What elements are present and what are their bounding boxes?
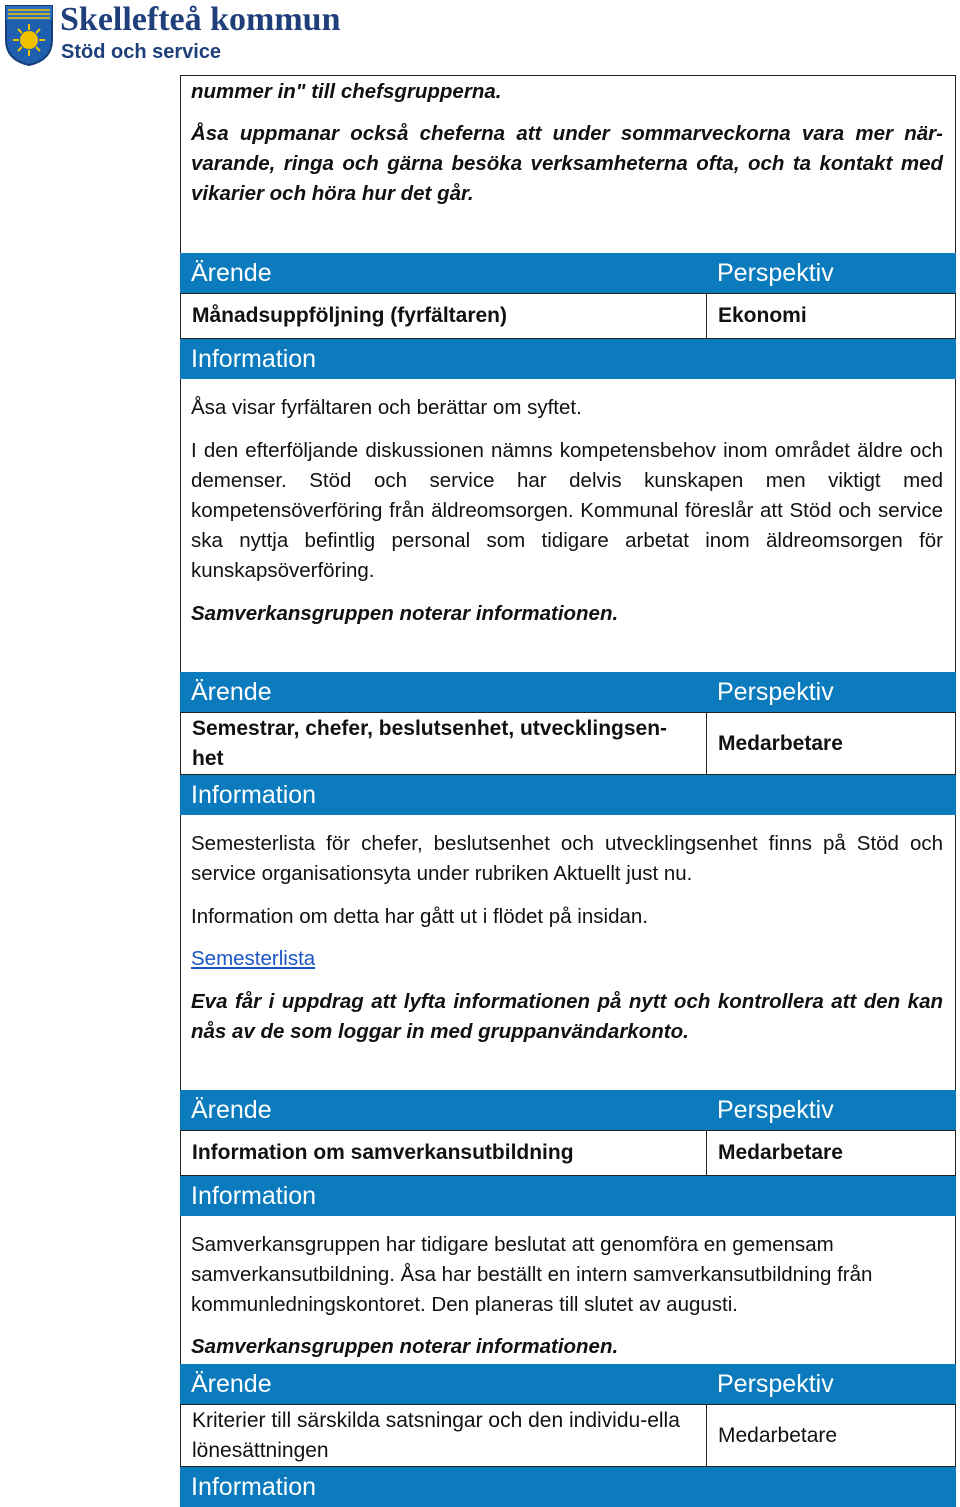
- intro-paragraph: Åsa uppmanar också cheferna att under sommarveckorna vara mer när-varande, ringa och gärna besöka verksamheterna ofta, och ta kontakt med vikarier och höra hur det går.: [191, 122, 943, 205]
- perspektiv-value: [706, 1404, 956, 1467]
- organization-subtitle: Stöd och service: [61, 41, 222, 63]
- information-header: Information: [180, 339, 956, 379]
- arende-value: [180, 293, 707, 339]
- perspektiv-header: Perspektiv: [706, 672, 956, 712]
- arende-header: Ärende: [180, 253, 706, 293]
- organization-title: Skellefteå kommun: [60, 1, 341, 38]
- information-header: Information: [180, 775, 956, 815]
- perspektiv-text: Medarbetare: [718, 1141, 843, 1164]
- arende-text: Information om samverkansutbildning: [192, 1141, 574, 1164]
- item-note: Samverkansgruppen noterar informationen.: [191, 1335, 619, 1358]
- perspektiv-value: [706, 1130, 956, 1176]
- perspektiv-text: Medarbetare: [718, 731, 843, 755]
- arende-text: Månadsuppföljning (fyrfältaren): [192, 304, 507, 327]
- arende-value: [180, 712, 707, 775]
- item-link-row: [191, 944, 943, 974]
- arende-text: Semestrar, chefer, beslutsenhet, utvecklingsen-het: [192, 717, 668, 770]
- perspektiv-header: Perspektiv: [706, 253, 956, 293]
- perspektiv-header: Perspektiv: [706, 1090, 956, 1130]
- perspektiv-text: Medarbetare: [718, 1423, 838, 1447]
- item-paragraph: Samverkansgruppen har tidigare beslutat att genomföra en gemensam samverkansutbildning. Åsa har beställt en intern samverkansutbildning från kommunledningskontoret. Den planeras till slutet av augusti.: [191, 1233, 873, 1316]
- item-paragraph: Åsa visar fyrfältaren och berättar om syftet.: [191, 396, 582, 419]
- information-header: Information: [180, 1467, 956, 1507]
- arende-header: Ärende: [180, 1364, 706, 1404]
- item-paragraph: I den efterföljande diskussionen nämns kompetensbehov inom området äldre och demenser. Stöd och service har delvis kunskapen men viktigt med kompetensöverföring från äldreomsorgen. Kommunal föreslår att Stöd och service ska nyttja befintlig personal som tidigare arbetat inom äldreomsorgen för kunskapsöverföring.: [191, 439, 943, 582]
- item-note: Samverkansgruppen noterar informationen.: [191, 602, 619, 625]
- arende-text: Kriterier till särskilda satsningar och den individu-ella lönesättningen: [192, 1409, 680, 1462]
- arende-value: [180, 1130, 707, 1176]
- item-note: Eva får i uppdrag att lyfta informationen på nytt och kontrollera att den kan nås av de som loggar in med gruppanvändarkonto.: [191, 990, 943, 1043]
- municipality-crest-icon: [4, 4, 54, 66]
- semesterlista-link[interactable]: Semesterlista: [191, 947, 316, 970]
- perspektiv-header: Perspektiv: [706, 1364, 956, 1404]
- perspektiv-text: Ekonomi: [718, 304, 807, 327]
- arende-header: Ärende: [180, 672, 706, 712]
- perspektiv-value: [706, 293, 956, 339]
- intro-line: nummer in" till chefsgrupperna.: [191, 80, 502, 103]
- item-paragraph: Information om detta har gått ut i flödet på insidan.: [191, 905, 648, 928]
- arende-value: [180, 1404, 707, 1467]
- item-paragraph: Semesterlista för chefer, beslutsenhet och utvecklingsenhet finns på Stöd och service organisationsyta under rubriken Aktuellt just nu.: [191, 832, 943, 885]
- information-header: Information: [180, 1176, 956, 1216]
- perspektiv-value: [706, 712, 956, 775]
- arende-header: Ärende: [180, 1090, 706, 1130]
